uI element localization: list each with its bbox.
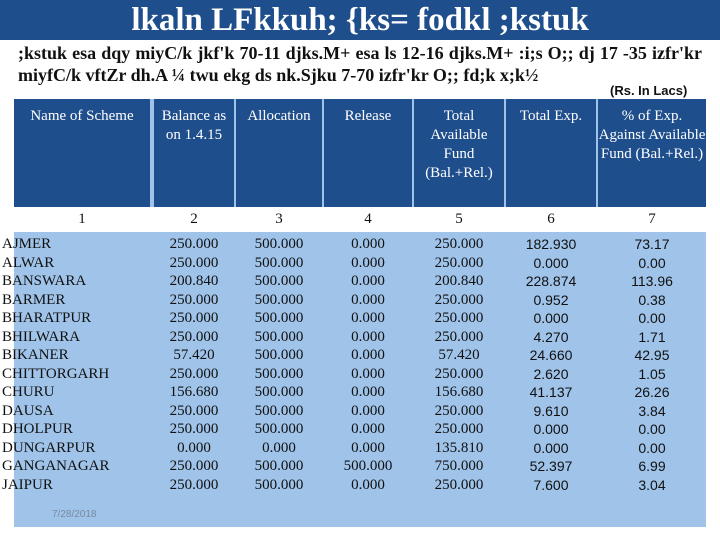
scheme-name-cell: AJMER	[2, 236, 52, 252]
total-available-cell: 250.000	[434, 402, 484, 419]
percent-exp-cell: 26.26	[634, 384, 670, 400]
scheme-name-column	[2, 235, 152, 494]
scheme-name-cell: GANGANAGAR	[2, 458, 110, 474]
balance-cell: 250.000	[169, 291, 219, 308]
balance-cell: 250.000	[169, 236, 219, 252]
percent-exp-cell: 0.38	[638, 291, 666, 308]
release-cell: 0.000	[351, 476, 385, 493]
release-cell: 0.000	[351, 236, 385, 252]
footer-date: 7/28/2018	[52, 509, 97, 520]
allocation-cell: 500.000	[254, 273, 304, 289]
percent-exp-cell: 3.04	[638, 476, 666, 493]
allocation-cell: 500.000	[254, 328, 304, 345]
total-available-cell: 250.000	[434, 365, 484, 382]
release-cell: 0.000	[351, 254, 385, 271]
balance-cell: 250.000	[169, 254, 219, 271]
percent-exp-cell: 0.00	[638, 439, 666, 456]
release-column	[324, 235, 412, 494]
header-percent-exp: % of Exp. Against Available Fund (Bal.+Rel.)	[598, 99, 706, 207]
balance-cell: 156.680	[169, 384, 219, 400]
column-number: 4	[364, 211, 372, 227]
allocation-cell: 500.000	[254, 347, 304, 363]
column-number: 7	[648, 211, 656, 227]
percent-exp-column	[598, 235, 706, 494]
balance-cell: 250.000	[169, 458, 219, 474]
percent-exp-cell: 0.00	[638, 310, 666, 326]
header-allocation: Allocation	[236, 99, 322, 207]
total-available-cell: 57.420	[438, 347, 480, 363]
column-number: 6	[547, 211, 555, 227]
allocation-column	[236, 235, 322, 494]
total-available-cell: 250.000	[434, 328, 484, 345]
scheme-name-cell: BIKANER	[2, 347, 69, 363]
allocation-cell: 500.000	[254, 421, 304, 437]
release-cell: 0.000	[351, 310, 385, 326]
scheme-table	[2, 99, 706, 527]
column-number: 3	[275, 211, 283, 227]
balance-cell: 0.000	[177, 439, 211, 456]
allocation-cell: 500.000	[254, 254, 304, 271]
total-exp-cell: 0.000	[533, 254, 569, 271]
total-available-cell: 250.000	[434, 476, 484, 493]
header-total-exp: Total Exp.	[506, 99, 596, 207]
scheme-name-cell: DUNGARPUR	[2, 439, 96, 456]
total-exp-cell: 0.000	[533, 439, 569, 456]
total-exp-cell: 228.874	[525, 273, 577, 289]
total-available-cell: 250.000	[434, 421, 484, 437]
header-total-available-fund: Total Available Fund (Bal.+Rel.)	[414, 99, 504, 207]
total-exp-cell: 4.270	[533, 328, 569, 345]
total-exp-cell: 0.000	[533, 421, 569, 437]
total-exp-cell: 0.952	[533, 291, 569, 308]
balance-cell: 250.000	[169, 310, 219, 326]
total-exp-cell: 182.930	[525, 236, 577, 252]
total-available-cell: 250.000	[434, 254, 484, 271]
release-cell: 0.000	[351, 421, 385, 437]
subtitle-text: ;kstuk esa dqy miyC/k jkf'k 70-11 djks.M+ esa ls 12-16 djks.M+ :i;s O;; dj 17 -35 izfr'kr miyfC/k vftZr dh.A ¼ twu ekg ds nk.Sjku 7-70 izfr'kr O;; fd;k x;k½	[18, 43, 702, 85]
scheme-name-cell: JAIPUR	[2, 476, 53, 493]
balance-cell: 250.000	[169, 365, 219, 382]
column-number: 2	[190, 211, 198, 227]
total-exp-cell: 24.660	[529, 347, 573, 363]
percent-exp-cell: 1.05	[638, 365, 666, 382]
allocation-cell: 500.000	[254, 384, 304, 400]
balance-cell: 250.000	[169, 421, 219, 437]
header-release: Release	[324, 99, 412, 207]
scheme-name-cell: BANSWARA	[2, 273, 87, 289]
total-exp-cell: 0.000	[533, 310, 569, 326]
percent-exp-cell: 73.17	[634, 236, 670, 252]
balance-cell: 250.000	[169, 476, 219, 493]
release-cell: 0.000	[351, 328, 385, 345]
percent-exp-cell: 3.84	[638, 402, 666, 419]
total-available-cell: 750.000	[434, 458, 484, 474]
release-cell: 0.000	[351, 291, 385, 308]
units-label: (Rs. In Lacs)	[610, 83, 688, 98]
allocation-cell: 500.000	[254, 365, 304, 382]
release-cell: 0.000	[351, 365, 385, 382]
scheme-name-cell: CHITTORGARH	[2, 365, 110, 382]
allocation-cell: 500.000	[254, 291, 304, 308]
scheme-name-cell: ALWAR	[2, 254, 55, 271]
allocation-cell: 0.000	[262, 439, 296, 456]
release-cell: 0.000	[351, 439, 385, 456]
release-cell: 0.000	[351, 384, 385, 400]
total-available-cell: 250.000	[434, 310, 484, 326]
balance-cell: 250.000	[169, 402, 219, 419]
total-available-cell: 250.000	[434, 236, 484, 252]
total-exp-column	[506, 235, 596, 494]
balance-cell: 250.000	[169, 328, 219, 345]
total-available-column	[414, 235, 504, 494]
header-balance: Balance as on 1.4.15	[154, 99, 234, 207]
percent-exp-cell: 113.96	[631, 273, 673, 289]
scheme-name-cell: BHARATPUR	[2, 310, 92, 326]
total-available-cell: 135.810	[434, 439, 484, 456]
column-number: 5	[455, 211, 463, 227]
balance-cell: 200.840	[169, 273, 219, 289]
balance-column	[154, 235, 234, 494]
release-cell: 500.000	[343, 458, 393, 474]
percent-exp-cell: 0.00	[638, 421, 666, 437]
allocation-cell: 500.000	[254, 476, 304, 493]
scheme-name-cell: DHOLPUR	[2, 421, 73, 437]
total-exp-cell: 41.137	[529, 384, 573, 400]
percent-exp-cell: 0.00	[638, 254, 666, 271]
allocation-cell: 500.000	[254, 402, 304, 419]
total-exp-cell: 2.620	[533, 365, 569, 382]
allocation-cell: 500.000	[254, 236, 304, 252]
scheme-name-cell: CHURU	[2, 384, 55, 400]
total-available-cell: 156.680	[434, 384, 484, 400]
column-number: 1	[78, 211, 86, 227]
release-cell: 0.000	[351, 273, 385, 289]
page-title: lkaln LFkkuh; {ks= fodkl ;kstuk	[0, 0, 720, 40]
total-available-cell: 200.840	[434, 273, 484, 289]
total-available-cell: 250.000	[434, 291, 484, 308]
release-cell: 0.000	[351, 347, 385, 363]
release-cell: 0.000	[351, 402, 385, 419]
total-exp-cell: 52.397	[529, 458, 573, 474]
allocation-cell: 500.000	[254, 310, 304, 326]
percent-exp-cell: 42.95	[634, 347, 670, 363]
scheme-name-cell: BARMER	[2, 291, 66, 308]
total-exp-cell: 7.600	[533, 476, 569, 493]
percent-exp-cell: 6.99	[638, 458, 666, 474]
balance-cell: 57.420	[173, 347, 215, 363]
header-name-of-scheme: Name of Scheme	[14, 99, 150, 207]
scheme-name-cell: DAUSA	[2, 402, 54, 419]
scheme-name-cell: BHILWARA	[2, 328, 81, 345]
allocation-cell: 500.000	[254, 458, 304, 474]
percent-exp-cell: 1.71	[638, 328, 666, 345]
total-exp-cell: 9.610	[533, 402, 569, 419]
